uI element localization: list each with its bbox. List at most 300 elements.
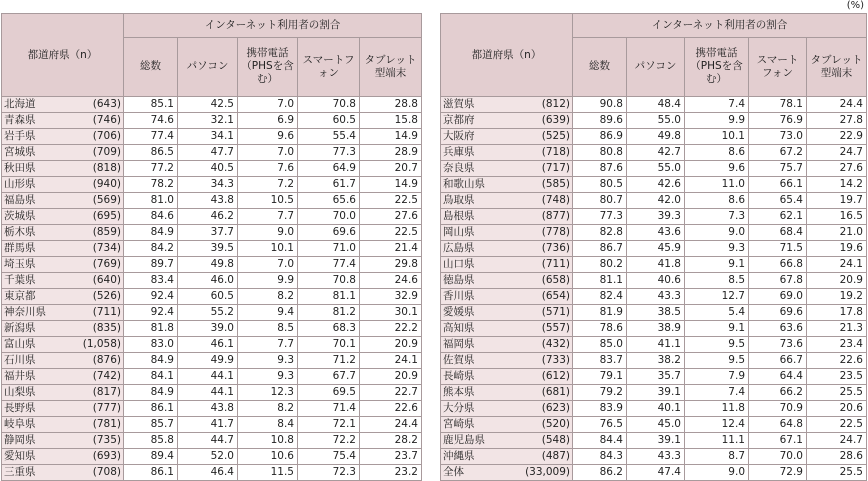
value-pc: 42.0	[627, 193, 685, 209]
value-pc: 55.0	[627, 113, 685, 129]
value-mobile: 11.8	[685, 401, 749, 417]
value-mobile: 9.5	[685, 353, 749, 369]
value-total: 81.1	[573, 273, 627, 289]
value-mobile: 8.7	[685, 449, 749, 465]
value-mobile: 8.6	[685, 193, 749, 209]
value-tablet: 22.9	[807, 129, 867, 145]
table-row	[441, 145, 867, 161]
sample-size: (681)	[521, 385, 573, 401]
col-header-smartphone: スマートフォン	[298, 37, 360, 96]
table-row	[2, 241, 422, 257]
value-total: 92.4	[124, 289, 178, 305]
table-row	[441, 465, 867, 481]
value-total: 92.4	[124, 305, 178, 321]
value-total: 80.2	[573, 257, 627, 273]
prefecture-name: 兵庫県	[441, 145, 521, 161]
prefecture-name: 滋賀県	[441, 97, 521, 113]
value-pc: 38.9	[627, 321, 685, 337]
value-pc: 49.9	[178, 353, 238, 369]
table-row	[441, 129, 867, 145]
value-pc: 39.0	[178, 321, 238, 337]
value-smartphone: 70.0	[298, 209, 360, 225]
sample-size: (569)	[74, 193, 124, 209]
value-mobile: 8.2	[238, 401, 298, 417]
col-header-smartphone: スマートフォン	[749, 37, 807, 96]
sample-size: (781)	[74, 417, 124, 433]
value-smartphone: 67.8	[749, 273, 807, 289]
value-total: 84.4	[573, 433, 627, 449]
value-total: 82.4	[573, 289, 627, 305]
value-mobile: 7.4	[685, 385, 749, 401]
sample-size: (742)	[74, 369, 124, 385]
table-left	[1, 13, 422, 481]
value-pc: 42.6	[627, 177, 685, 193]
col-header-total: 総数	[124, 37, 178, 96]
value-tablet: 22.2	[360, 321, 422, 337]
value-smartphone: 69.6	[749, 305, 807, 321]
sample-size: (812)	[521, 97, 573, 113]
table-row	[441, 177, 867, 193]
table-right	[440, 13, 867, 481]
value-mobile: 7.6	[238, 161, 298, 177]
value-pc: 35.7	[627, 369, 685, 385]
sample-size: (1,058)	[74, 337, 124, 353]
sample-size: (658)	[521, 273, 573, 289]
prefecture-name: 和歌山県	[441, 177, 521, 193]
value-mobile: 10.1	[685, 129, 749, 145]
table-row	[2, 385, 422, 401]
sample-size: (548)	[521, 433, 573, 449]
value-mobile: 11.1	[685, 433, 749, 449]
value-pc: 39.3	[627, 209, 685, 225]
value-total: 86.7	[573, 241, 627, 257]
prefecture-name: 愛知県	[2, 449, 74, 465]
value-total: 89.4	[124, 449, 178, 465]
table-row	[2, 257, 422, 273]
table-row	[441, 209, 867, 225]
value-tablet: 15.8	[360, 113, 422, 129]
sample-size: (711)	[74, 305, 124, 321]
table-row	[441, 417, 867, 433]
table-row	[441, 97, 867, 113]
value-total: 89.7	[124, 257, 178, 273]
value-pc: 46.2	[178, 209, 238, 225]
value-smartphone: 66.2	[749, 385, 807, 401]
value-tablet: 20.9	[360, 369, 422, 385]
table-row	[2, 145, 422, 161]
value-pc: 39.5	[178, 241, 238, 257]
sample-size: (777)	[74, 401, 124, 417]
sample-size: (643)	[74, 97, 124, 113]
value-smartphone: 81.2	[298, 305, 360, 321]
col-header-mobile: 携帯電話（PHSを含む）	[238, 37, 298, 96]
value-smartphone: 67.2	[749, 145, 807, 161]
value-tablet: 30.1	[360, 305, 422, 321]
prefecture-name: 高知県	[441, 321, 521, 337]
table-row	[441, 337, 867, 353]
value-mobile: 10.5	[238, 193, 298, 209]
value-pc: 43.8	[178, 193, 238, 209]
value-pc: 55.0	[627, 161, 685, 177]
value-total: 85.7	[124, 417, 178, 433]
value-tablet: 27.6	[360, 209, 422, 225]
sample-size: (718)	[521, 145, 573, 161]
table-row	[441, 369, 867, 385]
sample-size: (706)	[74, 129, 124, 145]
value-smartphone: 68.4	[749, 225, 807, 241]
prefecture-name: 愛媛県	[441, 305, 521, 321]
value-mobile: 6.9	[238, 113, 298, 129]
value-mobile: 7.0	[238, 257, 298, 273]
value-pc: 42.5	[178, 97, 238, 113]
value-mobile: 12.7	[685, 289, 749, 305]
value-smartphone: 55.4	[298, 129, 360, 145]
value-smartphone: 70.0	[749, 449, 807, 465]
value-total: 83.9	[573, 401, 627, 417]
sample-size: (940)	[74, 177, 124, 193]
value-pc: 40.6	[627, 273, 685, 289]
value-total: 86.9	[573, 129, 627, 145]
sample-size: (639)	[521, 113, 573, 129]
value-tablet: 21.3	[807, 321, 867, 337]
prefecture-name: 福井県	[2, 369, 74, 385]
value-pc: 39.1	[627, 385, 685, 401]
col-header-tablet: タブレット型端末	[360, 37, 422, 96]
value-total: 78.2	[124, 177, 178, 193]
value-smartphone: 72.1	[298, 417, 360, 433]
value-pc: 41.7	[178, 417, 238, 433]
value-mobile: 9.1	[685, 321, 749, 337]
value-smartphone: 66.8	[749, 257, 807, 273]
table-row	[2, 433, 422, 449]
value-pc: 37.7	[178, 225, 238, 241]
value-smartphone: 60.5	[298, 113, 360, 129]
prefecture-name: 青森県	[2, 113, 74, 129]
value-smartphone: 72.9	[749, 465, 807, 481]
value-smartphone: 81.1	[298, 289, 360, 305]
prefecture-name: 山口県	[441, 257, 521, 273]
value-tablet: 28.2	[360, 433, 422, 449]
sample-size: (709)	[74, 145, 124, 161]
prefecture-header: 都道府県（n）	[441, 14, 573, 97]
value-tablet: 14.9	[360, 129, 422, 145]
prefecture-name: 福岡県	[441, 337, 521, 353]
table-row	[2, 321, 422, 337]
table-row	[2, 113, 422, 129]
value-tablet: 27.8	[807, 113, 867, 129]
value-tablet: 24.4	[360, 417, 422, 433]
value-pc: 55.2	[178, 305, 238, 321]
value-smartphone: 61.7	[298, 177, 360, 193]
value-mobile: 7.7	[238, 209, 298, 225]
table-row	[441, 257, 867, 273]
table-row	[2, 401, 422, 417]
value-pc: 43.8	[178, 401, 238, 417]
value-total: 77.3	[573, 209, 627, 225]
table-row	[2, 273, 422, 289]
value-mobile: 7.4	[685, 97, 749, 113]
prefecture-name: 島根県	[441, 209, 521, 225]
value-smartphone: 69.5	[298, 385, 360, 401]
value-tablet: 24.7	[807, 433, 867, 449]
sample-size: (623)	[521, 401, 573, 417]
value-smartphone: 64.4	[749, 369, 807, 385]
sample-size: (640)	[74, 273, 124, 289]
value-pc: 46.0	[178, 273, 238, 289]
value-mobile: 9.1	[685, 257, 749, 273]
prefecture-name: 宮城県	[2, 145, 74, 161]
table-row	[441, 113, 867, 129]
col-header-mobile: 携帯電話（PHSを含む）	[685, 37, 749, 96]
value-smartphone: 71.5	[749, 241, 807, 257]
prefecture-name: 群馬県	[2, 241, 74, 257]
value-tablet: 21.4	[360, 241, 422, 257]
value-tablet: 22.5	[807, 417, 867, 433]
value-mobile: 7.0	[238, 145, 298, 161]
prefecture-header: 都道府県（n）	[2, 14, 124, 97]
sample-size: (835)	[74, 321, 124, 337]
value-total: 81.8	[124, 321, 178, 337]
prefecture-name: 千葉県	[2, 273, 74, 289]
value-mobile: 9.9	[685, 113, 749, 129]
value-smartphone: 65.6	[298, 193, 360, 209]
prefecture-name: 全体	[441, 465, 521, 481]
prefecture-name: 奈良県	[441, 161, 521, 177]
value-total: 77.4	[124, 129, 178, 145]
prefecture-name: 東京都	[2, 289, 74, 305]
value-total: 84.9	[124, 353, 178, 369]
prefecture-name: 埼玉県	[2, 257, 74, 273]
value-total: 77.2	[124, 161, 178, 177]
value-smartphone: 67.1	[749, 433, 807, 449]
prefecture-name: 香川県	[441, 289, 521, 305]
value-tablet: 32.9	[360, 289, 422, 305]
prefecture-name: 京都府	[441, 113, 521, 129]
table-row	[441, 273, 867, 289]
prefecture-name: 岩手県	[2, 129, 74, 145]
value-mobile: 8.6	[685, 145, 749, 161]
sample-size: (487)	[521, 449, 573, 465]
value-tablet: 24.4	[807, 97, 867, 113]
value-tablet: 24.1	[807, 257, 867, 273]
value-tablet: 14.9	[360, 177, 422, 193]
value-tablet: 24.7	[807, 145, 867, 161]
value-pc: 34.1	[178, 129, 238, 145]
value-smartphone: 71.4	[298, 401, 360, 417]
value-mobile: 9.6	[238, 129, 298, 145]
value-tablet: 14.2	[807, 177, 867, 193]
value-total: 86.2	[573, 465, 627, 481]
table-row	[441, 321, 867, 337]
prefecture-name: 佐賀県	[441, 353, 521, 369]
value-total: 85.1	[124, 97, 178, 113]
value-pc: 45.9	[627, 241, 685, 257]
value-tablet: 17.8	[807, 305, 867, 321]
prefecture-name: 長崎県	[441, 369, 521, 385]
value-mobile: 9.0	[685, 225, 749, 241]
value-smartphone: 78.1	[749, 97, 807, 113]
value-tablet: 23.4	[807, 337, 867, 353]
sample-size: (778)	[521, 225, 573, 241]
sample-size: (711)	[521, 257, 573, 273]
value-pc: 43.6	[627, 225, 685, 241]
value-total: 84.9	[124, 385, 178, 401]
prefecture-name: 大阪府	[441, 129, 521, 145]
value-pc: 45.0	[627, 417, 685, 433]
prefecture-name: 茨城県	[2, 209, 74, 225]
sample-size: (33,009)	[521, 465, 573, 481]
prefecture-name: 新潟県	[2, 321, 74, 337]
value-tablet: 20.7	[360, 161, 422, 177]
value-smartphone: 71.0	[298, 241, 360, 257]
sample-size: (769)	[74, 257, 124, 273]
value-tablet: 22.7	[360, 385, 422, 401]
value-mobile: 11.5	[238, 465, 298, 481]
value-mobile: 7.3	[685, 209, 749, 225]
prefecture-name: 神奈川県	[2, 305, 74, 321]
value-pc: 43.3	[627, 289, 685, 305]
col-header-pc: パソコン	[178, 37, 238, 96]
value-mobile: 7.0	[238, 97, 298, 113]
sample-size: (557)	[521, 321, 573, 337]
group-header: インターネット利用者の割合	[573, 14, 867, 38]
value-pc: 47.4	[627, 465, 685, 481]
sample-size: (818)	[74, 161, 124, 177]
prefecture-name: 鳥取県	[441, 193, 521, 209]
value-smartphone: 65.4	[749, 193, 807, 209]
value-total: 76.5	[573, 417, 627, 433]
value-total: 83.7	[573, 353, 627, 369]
table-row	[2, 369, 422, 385]
value-smartphone: 69.0	[749, 289, 807, 305]
prefecture-name: 北海道	[2, 97, 74, 113]
value-tablet: 24.6	[360, 273, 422, 289]
prefecture-name: 岐阜県	[2, 417, 74, 433]
value-mobile: 9.0	[238, 225, 298, 241]
value-smartphone: 70.8	[298, 273, 360, 289]
table-row	[2, 337, 422, 353]
table-row	[2, 353, 422, 369]
sample-size: (585)	[521, 177, 573, 193]
value-pc: 32.1	[178, 113, 238, 129]
value-total: 86.5	[124, 145, 178, 161]
value-total: 80.8	[573, 145, 627, 161]
value-total: 81.0	[124, 193, 178, 209]
value-tablet: 22.6	[360, 401, 422, 417]
sample-size: (695)	[74, 209, 124, 225]
value-mobile: 9.3	[238, 353, 298, 369]
value-mobile: 9.3	[238, 369, 298, 385]
value-total: 80.7	[573, 193, 627, 209]
value-pc: 41.8	[627, 257, 685, 273]
prefecture-name: 広島県	[441, 241, 521, 257]
value-smartphone: 77.3	[298, 145, 360, 161]
table-row	[441, 161, 867, 177]
table-row	[441, 401, 867, 417]
value-mobile: 10.8	[238, 433, 298, 449]
sample-size: (736)	[521, 241, 573, 257]
value-tablet: 20.9	[360, 337, 422, 353]
value-mobile: 9.9	[238, 273, 298, 289]
value-total: 86.1	[124, 465, 178, 481]
value-total: 83.4	[124, 273, 178, 289]
value-smartphone: 72.3	[298, 465, 360, 481]
value-pc: 49.8	[178, 257, 238, 273]
value-pc: 44.7	[178, 433, 238, 449]
prefecture-name: 山梨県	[2, 385, 74, 401]
table-row	[2, 289, 422, 305]
value-tablet: 23.2	[360, 465, 422, 481]
value-smartphone: 67.7	[298, 369, 360, 385]
sample-size: (876)	[74, 353, 124, 369]
value-pc: 46.4	[178, 465, 238, 481]
value-pc: 47.7	[178, 145, 238, 161]
table-row	[441, 449, 867, 465]
table-row	[441, 289, 867, 305]
sample-size: (748)	[521, 193, 573, 209]
value-mobile: 7.2	[238, 177, 298, 193]
value-smartphone: 75.7	[749, 161, 807, 177]
prefecture-name: 鹿児島県	[441, 433, 521, 449]
value-pc: 41.1	[627, 337, 685, 353]
value-smartphone: 69.6	[298, 225, 360, 241]
value-mobile: 11.0	[685, 177, 749, 193]
sample-size: (432)	[521, 337, 573, 353]
value-pc: 46.1	[178, 337, 238, 353]
value-smartphone: 73.6	[749, 337, 807, 353]
table-row	[441, 241, 867, 257]
prefecture-name: 長野県	[2, 401, 74, 417]
table-row	[441, 225, 867, 241]
value-smartphone: 77.4	[298, 257, 360, 273]
sample-size: (735)	[74, 433, 124, 449]
value-mobile: 12.4	[685, 417, 749, 433]
value-total: 84.6	[124, 209, 178, 225]
prefecture-name: 栃木県	[2, 225, 74, 241]
value-tablet: 19.7	[807, 193, 867, 209]
value-pc: 40.5	[178, 161, 238, 177]
sample-size: (526)	[74, 289, 124, 305]
sample-size: (717)	[521, 161, 573, 177]
value-smartphone: 76.9	[749, 113, 807, 129]
value-tablet: 19.6	[807, 241, 867, 257]
value-smartphone: 70.8	[298, 97, 360, 113]
value-total: 79.1	[573, 369, 627, 385]
unit-label: (%)	[846, 0, 864, 11]
value-tablet: 22.6	[807, 353, 867, 369]
value-smartphone: 70.9	[749, 401, 807, 417]
value-total: 85.8	[124, 433, 178, 449]
prefecture-name: 静岡県	[2, 433, 74, 449]
table-row	[441, 353, 867, 369]
value-total: 82.8	[573, 225, 627, 241]
value-total: 84.1	[124, 369, 178, 385]
value-total: 90.8	[573, 97, 627, 113]
value-mobile: 8.5	[238, 321, 298, 337]
value-total: 87.6	[573, 161, 627, 177]
sample-size: (708)	[74, 465, 124, 481]
value-pc: 44.1	[178, 369, 238, 385]
table-row	[2, 305, 422, 321]
sample-size: (693)	[74, 449, 124, 465]
value-smartphone: 66.1	[749, 177, 807, 193]
value-total: 86.1	[124, 401, 178, 417]
prefecture-name: 秋田県	[2, 161, 74, 177]
table-row	[2, 177, 422, 193]
value-mobile: 12.3	[238, 385, 298, 401]
value-smartphone: 62.1	[749, 209, 807, 225]
value-pc: 39.1	[627, 433, 685, 449]
